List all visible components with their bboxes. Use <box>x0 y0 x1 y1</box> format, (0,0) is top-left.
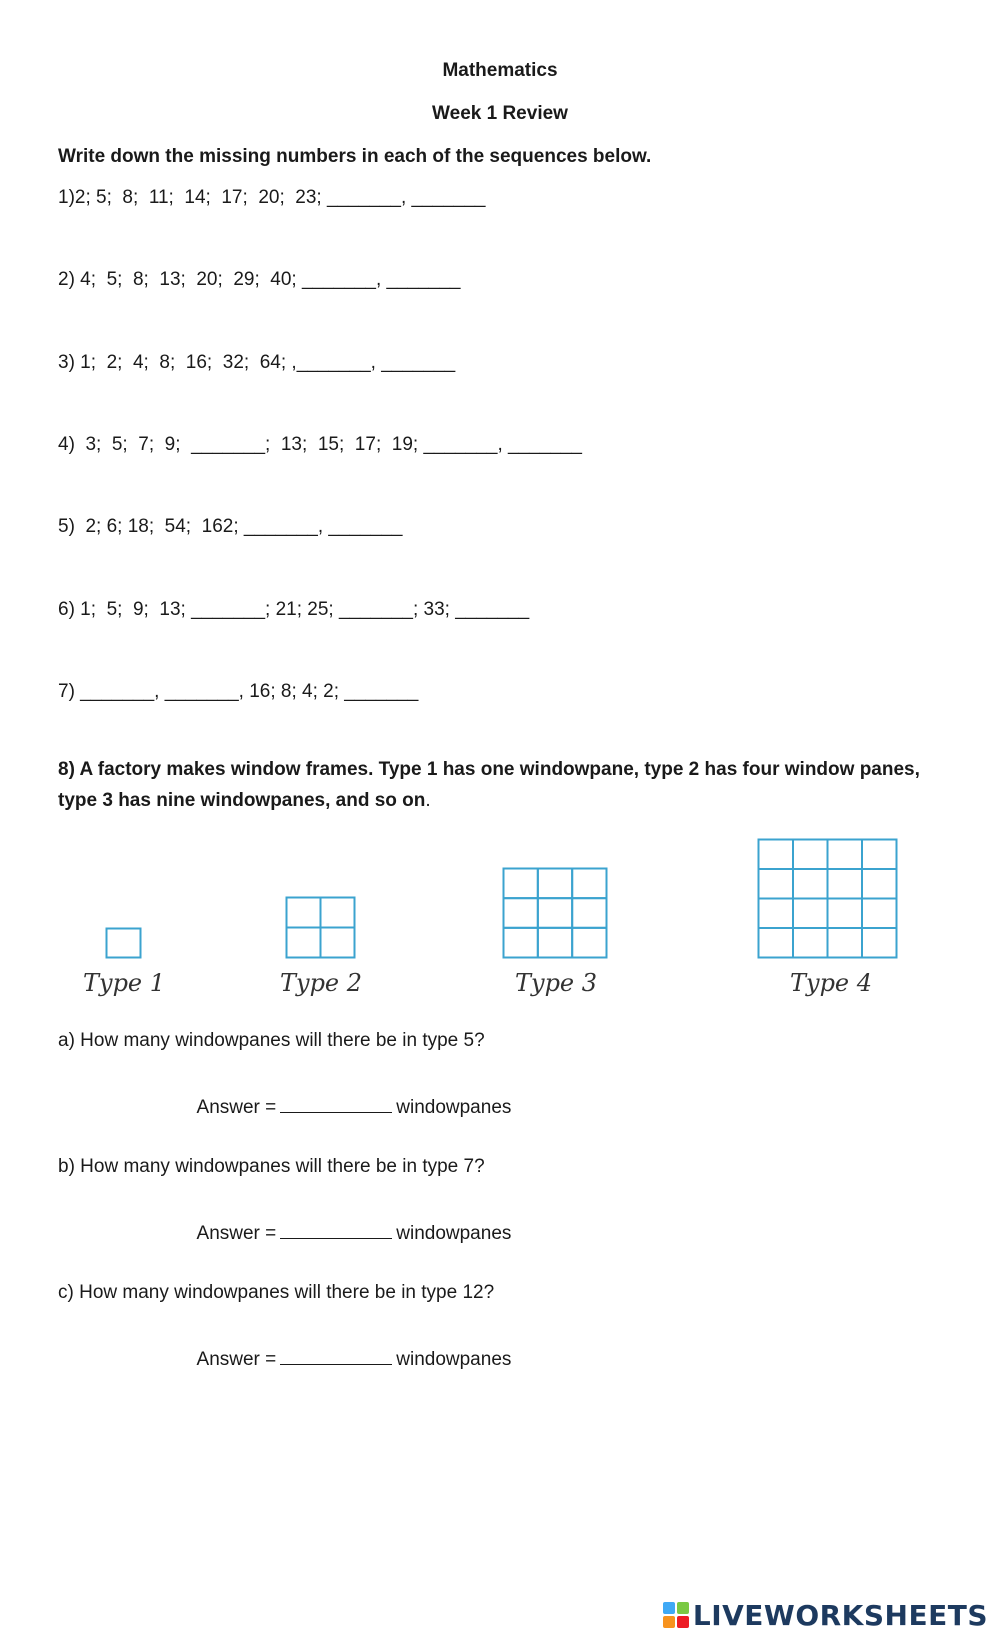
windowpane <box>572 898 606 928</box>
windowpane <box>287 928 321 958</box>
sequence-7: 7) _______, _______, 16; 8; 4; 2; _______ <box>58 681 419 702</box>
logo-square-3 <box>663 1616 675 1628</box>
window-frame-type-3 <box>502 867 608 959</box>
windowpane <box>538 928 572 958</box>
answer-8c-suffix: windowpanes <box>396 1349 512 1370</box>
sequence-6: 6) 1; 5; 9; 13; _______; 21; 25; _______; 33; _______ <box>58 599 530 620</box>
liveworksheets-wordmark: LIVEWORKSHEETS <box>692 1598 988 1632</box>
windowpane <box>759 840 794 870</box>
windowpane <box>828 840 863 870</box>
question-8b: b) How many windowpanes will there be in type 7? <box>58 1156 485 1177</box>
page-subtitle: Week 1 Review <box>432 103 568 124</box>
windowpane <box>759 869 794 899</box>
windowpane <box>321 898 355 928</box>
windowpane <box>862 869 897 899</box>
type-2-label: Type 2 <box>280 969 363 997</box>
windowpane <box>504 898 538 928</box>
page-title: Mathematics <box>442 60 558 81</box>
windowpane <box>793 899 828 929</box>
window-frame-type-2 <box>285 896 356 959</box>
logo-square-1 <box>663 1602 675 1614</box>
windowpane <box>828 899 863 929</box>
window-frame-type-4 <box>757 838 898 959</box>
sequence-4: 4) 3; 5; 7; 9; _______; 13; 15; 17; 19; _______, _______ <box>58 434 582 455</box>
sequence-1: 1)2; 5; 8; 11; 14; 17; 20; 23; _______, _______ <box>58 187 486 208</box>
answer-8b <box>187 1198 511 1245</box>
answer-8c-blank[interactable] <box>280 1346 392 1365</box>
windowpane <box>828 928 863 958</box>
instructions: Write down the missing numbers in each of the sequences below. <box>58 146 652 167</box>
windowpane <box>287 898 321 928</box>
answer-8a-suffix: windowpanes <box>396 1097 512 1118</box>
type-3-label: Type 3 <box>515 969 598 997</box>
windowpane <box>504 869 538 899</box>
question-8 <box>58 754 938 816</box>
liveworksheets-brand[interactable] <box>663 1599 988 1631</box>
windowpane <box>504 928 538 958</box>
sequence-5: 5) 2; 6; 18; 54; 162; _______, _______ <box>58 516 403 537</box>
windowpane <box>538 869 572 899</box>
answer-8b-prefix: Answer = <box>196 1223 277 1244</box>
sequence-3: 3) 1; 2; 4; 8; 16; 32; 64; ,_______, _______ <box>58 352 456 373</box>
windowpane <box>862 899 897 929</box>
question-8-tail: . <box>425 790 431 811</box>
type-4-label: Type 4 <box>790 969 873 997</box>
question-8-text: 8) A factory makes window frames. Type 1 has one windowpane, type 2 has four window panes, type 3 has nine windowpanes, and so on <box>58 759 920 811</box>
logo-square-4 <box>677 1616 689 1628</box>
windowpane <box>107 929 141 958</box>
windowpane <box>862 840 897 870</box>
answer-8a <box>187 1072 511 1119</box>
windowpane <box>793 840 828 870</box>
windowpane <box>321 928 355 958</box>
question-8c: c) How many windowpanes will there be in type 12? <box>58 1282 495 1303</box>
answer-8b-suffix: windowpanes <box>396 1223 512 1244</box>
answer-8c <box>187 1324 511 1371</box>
liveworksheets-logo-icon <box>663 1602 689 1628</box>
windowpane <box>538 898 572 928</box>
logo-square-2 <box>677 1602 689 1614</box>
answer-8a-prefix: Answer = <box>196 1097 277 1118</box>
answer-8a-blank[interactable] <box>280 1094 392 1113</box>
windowpane <box>828 869 863 899</box>
windowpane <box>759 899 794 929</box>
type-1-label: Type 1 <box>83 969 166 997</box>
sequence-2: 2) 4; 5; 8; 13; 20; 29; 40; _______, _______ <box>58 269 461 290</box>
answer-8b-blank[interactable] <box>280 1220 392 1239</box>
windowpane <box>572 869 606 899</box>
windowpane <box>572 928 606 958</box>
windowpane <box>793 869 828 899</box>
answer-8c-prefix: Answer = <box>196 1349 277 1370</box>
question-8a: a) How many windowpanes will there be in type 5? <box>58 1030 485 1051</box>
window-frame-type-1 <box>105 927 142 959</box>
windowpane <box>862 928 897 958</box>
windowpane <box>759 928 794 958</box>
windowpane <box>793 928 828 958</box>
